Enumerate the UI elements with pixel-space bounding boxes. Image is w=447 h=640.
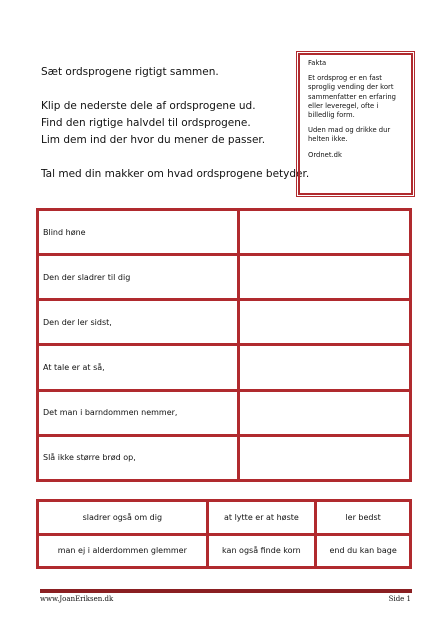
answer-piece: sladrer også om dig (38, 501, 208, 535)
instruction-line: Lim dem ind der hvor du mener de passer. (41, 134, 266, 146)
table-row (38, 390, 411, 435)
proverb-end-empty-cell (239, 210, 411, 255)
proverb-end-empty-cell (239, 390, 411, 435)
answer-piece: ler bedst (316, 501, 411, 535)
instructions (41, 64, 310, 183)
proverb-end-empty-cell (239, 345, 411, 390)
proverb-start-cell: At tale er at så, (38, 345, 239, 390)
proverb-end-empty-cell (239, 300, 411, 345)
proverb-start-cell: Den der sladrer til dig (38, 255, 239, 300)
table-row (38, 300, 411, 345)
table-row (38, 435, 411, 480)
footer-divider (40, 589, 412, 593)
proverb-match-table (36, 208, 412, 482)
table-row (38, 255, 411, 300)
footer-page-number: Side 1 (388, 595, 411, 603)
proverb-start-cell: Slå ikke større brød op, (38, 435, 239, 480)
fakta-definition: Et ordsprog er en fast sproglig vending der kort sammenfatter en erfaring eller leveregel, ofte i billedlig form. (308, 74, 396, 120)
instruction-line: Find den rigtige halvdel til ordsprogene. (41, 117, 251, 129)
fakta-box (298, 53, 413, 195)
table-row (38, 210, 411, 255)
proverb-start-cell: Det man i barndommen nemmer, (38, 390, 239, 435)
footer-website: www.JoanEriksen.dk (40, 595, 114, 603)
proverb-start-cell: Blind høne (38, 210, 239, 255)
fakta-source: Ordnet.dk (308, 150, 342, 159)
answer-piece: kan også finde korn (207, 534, 316, 568)
answer-piece: end du kan bage (316, 534, 411, 568)
instruction-line: Klip de nederste dele af ordsprogene ud. (41, 100, 256, 112)
instruction-line: Tal med din makker om hvad ordsprogene betyder. (41, 168, 310, 180)
fakta-title: Fakta (308, 59, 327, 67)
table-row (38, 345, 411, 390)
proverb-end-empty-cell (239, 255, 411, 300)
fakta-example: Uden mad og drikke dur helten ikke. (308, 126, 391, 144)
table-row (38, 501, 411, 535)
answer-pieces-table (36, 499, 412, 569)
answer-piece: man ej i alderdommen glemmer (38, 534, 208, 568)
instruction-line: Sæt ordsprogene rigtigt sammen. (41, 66, 219, 78)
proverb-end-empty-cell (239, 435, 411, 480)
proverb-start-cell: Den der ler sidst, (38, 300, 239, 345)
table-row (38, 534, 411, 568)
answer-piece: at lytte er at høste (207, 501, 316, 535)
